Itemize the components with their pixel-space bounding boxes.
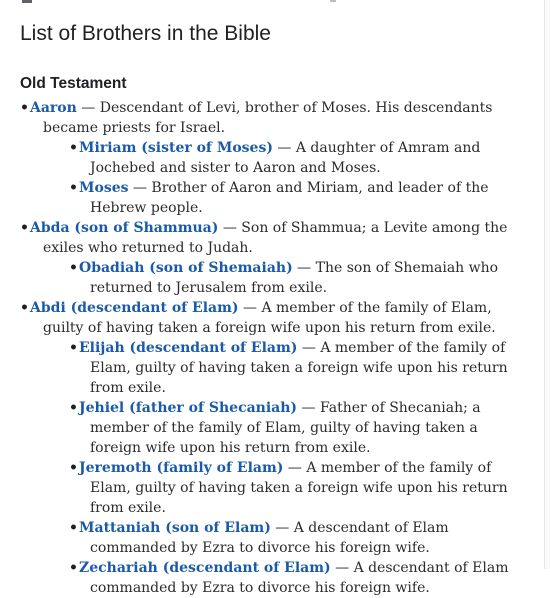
entry-description: The son of Shemaiah who returned to Jerusalem from exile. — [90, 260, 499, 296]
separator: — — [270, 520, 294, 536]
bullet: • — [20, 100, 29, 116]
sub-list — [43, 258, 530, 298]
entry-description: Son of Shammua; a Levite among the exiles who returned to Judah. — [43, 220, 508, 256]
list-item — [69, 398, 530, 458]
sub-list — [43, 338, 530, 598]
bullet: • — [20, 300, 29, 316]
separator: — — [297, 340, 321, 356]
top-toolbar-strip — [0, 0, 550, 5]
article — [20, 20, 530, 598]
entry-description: A member of the family of Elam, guilty of having taken a foreign wife upon his return from exile. — [90, 460, 508, 516]
entry-description: Father of Shecaniah; a member of the family of Elam, guilty of having taken a foreign wife upon his return from exile. — [90, 400, 481, 456]
entry-description: A descendant of Elam commanded by Ezra to divorce his foreign wife. — [90, 560, 509, 596]
list-item — [69, 258, 530, 298]
entry-link[interactable]: Abdi (descendant of Elam) — [30, 300, 239, 316]
separator: — — [283, 460, 307, 476]
page-title: List of Brothers in the Bible — [20, 22, 271, 45]
entry-link[interactable]: Aaron — [30, 100, 77, 116]
separator: — — [292, 260, 316, 276]
entry-link[interactable]: Elijah (descendant of Elam) — [79, 340, 298, 356]
separator: — — [218, 220, 242, 236]
list-item — [20, 218, 530, 298]
entry-description: Brother of Aaron and Miriam, and leader of the Hebrew people. — [90, 180, 489, 216]
entry-description: A daughter of Amram and Jochebed and sister to Aaron and Moses. — [90, 140, 481, 176]
separator: — — [330, 560, 354, 576]
bullet: • — [69, 520, 78, 536]
entry-link[interactable]: Obadiah (son of Shemaiah) — [79, 260, 293, 276]
entry-link[interactable]: Jeremoth (family of Elam) — [79, 460, 284, 476]
bullet: • — [69, 340, 78, 356]
entry-link[interactable]: Mattaniah (son of Elam) — [79, 520, 271, 536]
brothers-list — [20, 98, 530, 598]
entry-description: A descendant of Elam commanded by Ezra to divorce his foreign wife. — [90, 520, 449, 556]
bullet: • — [69, 460, 78, 476]
vertical-scrollbar[interactable] — [544, 0, 550, 569]
bullet: • — [69, 140, 78, 156]
separator: — — [272, 140, 296, 156]
list-item — [69, 178, 530, 218]
bullet: • — [20, 220, 29, 236]
entry-description: Descendant of Levi, brother of Moses. His descendants became priests for Israel. — [43, 100, 493, 136]
entry-link[interactable]: Moses — [79, 180, 129, 196]
entry-description: A member of the family of Elam, guilty of having taken a foreign wife upon his return from exile. — [90, 340, 508, 396]
list-item — [69, 138, 530, 178]
list-item — [69, 558, 530, 598]
separator: — — [297, 400, 320, 416]
list-item — [69, 518, 530, 558]
section-heading: Old Testament — [20, 75, 127, 92]
separator: — — [76, 100, 100, 116]
entry-link[interactable]: Miriam (sister of Moses) — [79, 140, 273, 156]
entry-link[interactable]: Abda (son of Shammua) — [30, 220, 219, 236]
separator: — — [128, 180, 152, 196]
bullet: • — [69, 260, 78, 276]
entry-link[interactable]: Zechariah (descendant of Elam) — [79, 560, 331, 576]
bullet: • — [69, 400, 78, 416]
list-item — [69, 458, 530, 518]
list-item — [69, 338, 530, 398]
sub-list — [43, 138, 530, 218]
bullet: • — [69, 180, 78, 196]
entry-description: A member of the family of Elam, guilty of having taken a foreign wife upon his return from exile. — [43, 300, 496, 336]
list-item — [20, 98, 530, 218]
list-item — [20, 298, 530, 598]
menu-icon[interactable] — [22, 0, 32, 3]
bullet: • — [69, 560, 78, 576]
entry-link[interactable]: Jehiel (father of Shecaniah) — [79, 400, 298, 416]
indicator-dot — [330, 0, 336, 2]
separator: — — [238, 300, 262, 316]
